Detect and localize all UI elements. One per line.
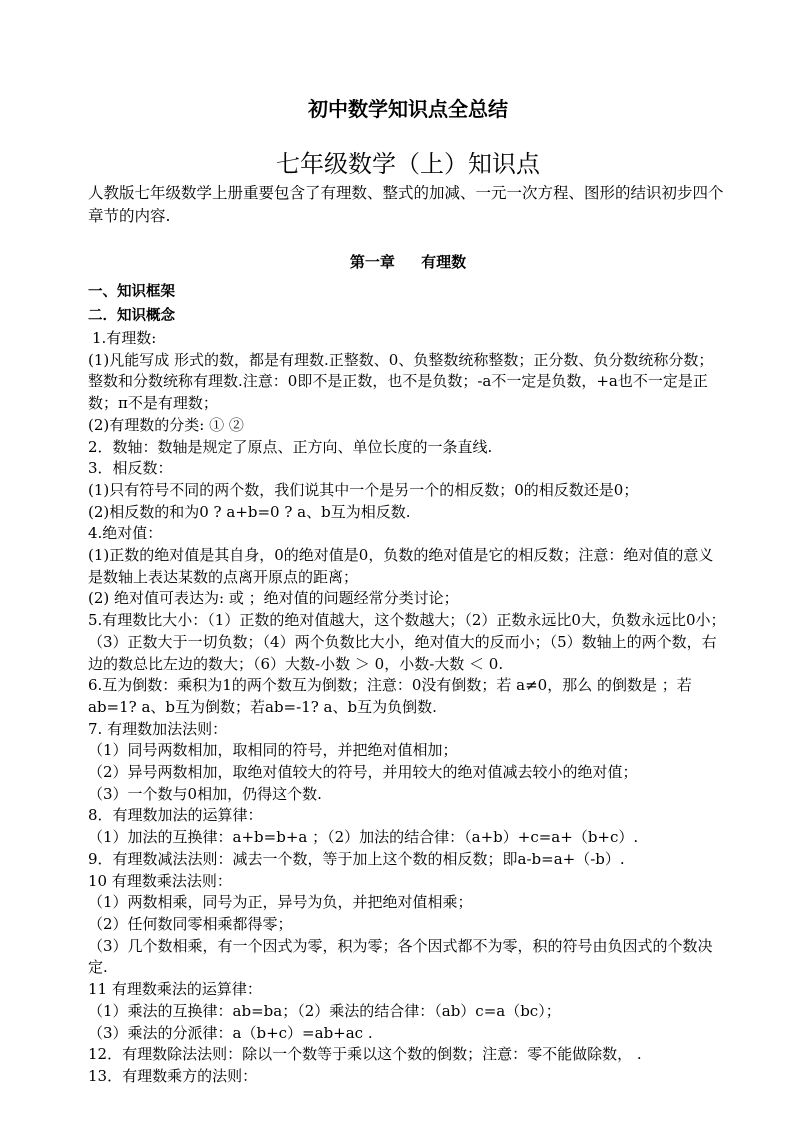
item-reciprocals: 6.互为倒数：乘积为1的两个数互为倒数；注意：0没有倒数；若 a≠0，那么 的倒数是 ；若ab=1? a、b互为倒数；若ab=-1? a、b互为负倒数. — [88, 676, 692, 716]
item-number-line: 2．数轴：数轴是规定了原点、正方向、单位长度的一条直线. — [88, 437, 493, 456]
paragraph-multiplication-laws-2: （3）乘法的分派律：a（b+c）=ab+ac . — [88, 1023, 373, 1042]
item-absolute-value: 4.绝对值： — [88, 524, 163, 543]
item-rational-numbers: 1.有理数: — [92, 329, 157, 347]
paragraph-rational-classification: (2)有理数的分类: ① ② — [88, 415, 244, 434]
item-multiplication-rules: 10 有理数乘法法则： — [88, 871, 232, 890]
item-addition-laws: 8．有理数加法的运算律： — [88, 806, 263, 825]
paragraph-multiplication-rule-1: （1）两数相乘，同号为正，异号为负，并把绝对值相乘； — [88, 893, 473, 912]
paragraph-opposite-definition: (1)只有符号不同的两个数，我们说其中一个是另一个的相反数；0的相反数还是0； — [88, 480, 639, 499]
paragraph-absolute-expression: (2) 绝对值可表达为: 或 ；绝对值的问题经常分类讨论； — [88, 589, 459, 608]
grade-title: 七年级数学（上）知识点 — [276, 150, 540, 178]
document-title: 初中数学知识点全总结 — [308, 97, 508, 121]
paragraph-opposite-sum: (2)相反数的和为0 ? a+b=0 ? a、b互为相反数. — [88, 502, 411, 521]
chapter-title: 第一章 有理数 — [349, 253, 467, 271]
item-compare-rationals: 5.有理数比大小：（1）正数的绝对值越大，这个数越大；（2）正数永远比0大，负数永远比0小；（3）正数大于一切负数；（4）两个负数比大小，绝对值大的反而小；（5）数轴上的两个数，右边的数总比左边的数大；（6）大数-小数 ＞ 0，小数-大数 ＜ 0. — [88, 611, 726, 673]
item-division-rule: 12．有理数除法法则：除以一个数等于乘以这个数的倒数；注意：零不能做除数， . — [88, 1045, 642, 1064]
paragraph-absolute-definition: (1)正数的绝对值是其自身，0的绝对值是0，负数的绝对值是它的相反数；注意：绝对值的意义是数轴上表达某数的点离开原点的距离； — [88, 546, 714, 586]
paragraph-addition-rule-1: （1）同号两数相加，取相同的符号，并把绝对值相加； — [88, 741, 458, 760]
item-opposite-numbers: 3．相反数： — [88, 459, 173, 478]
item-multiplication-laws: 11 有理数乘法的运算律： — [88, 980, 262, 999]
paragraph-addition-laws: （1）加法的互换律：a+b=b+a ；（2）加法的结合律：（a+b）+c=a+（b+c）. — [88, 828, 639, 847]
section-knowledge-concepts: 二．知识概念 — [88, 307, 175, 324]
document-page — [88, 96, 728, 1088]
paragraph-multiplication-rule-3: （3）几个数相乘，有一个因式为零，积为零；各个因式都不为零，积的符号由负因式的个数决定. — [88, 936, 713, 977]
paragraph-multiplication-rule-2: （2）任何数同零相乘都得零； — [88, 914, 293, 933]
item-power-rules: 13．有理数乘方的法则： — [88, 1066, 258, 1085]
paragraph-addition-rule-3: （3）一个数与0相加，仍得这个数. — [88, 784, 322, 803]
section-knowledge-framework: 一、知识框架 — [88, 283, 175, 300]
intro-paragraph: 人教版七年级数学上册重要包含了有理数、整式的加减、一元一次方程、图形的结识初步四个章节的内容. — [88, 184, 724, 225]
paragraph-rational-definition: (1)凡能写成 形式的数，都是有理数.正整数、0、负整数统称整数；正分数、负分数统称分数；整数和分数统称有理数.注意：0即不是正数，也不是负数；-a不一定是负数，+a也不一定是正数；π不是有理数； — [88, 350, 714, 413]
paragraph-multiplication-laws-1: （1）乘法的互换律：ab=ba；（2）乘法的结合律：（ab）c=a（bc）； — [88, 1001, 561, 1020]
item-addition-rules: 7. 有理数加法法则： — [88, 719, 228, 738]
paragraph-addition-rule-2: （2）异号两数相加，取绝对值较大的符号，并用较大的绝对值减去较小的绝对值； — [88, 763, 638, 782]
item-subtraction-rule: 9．有理数减法法则：减去一个数，等于加上这个数的相反数；即a-b=a+（-b）. — [88, 849, 625, 868]
